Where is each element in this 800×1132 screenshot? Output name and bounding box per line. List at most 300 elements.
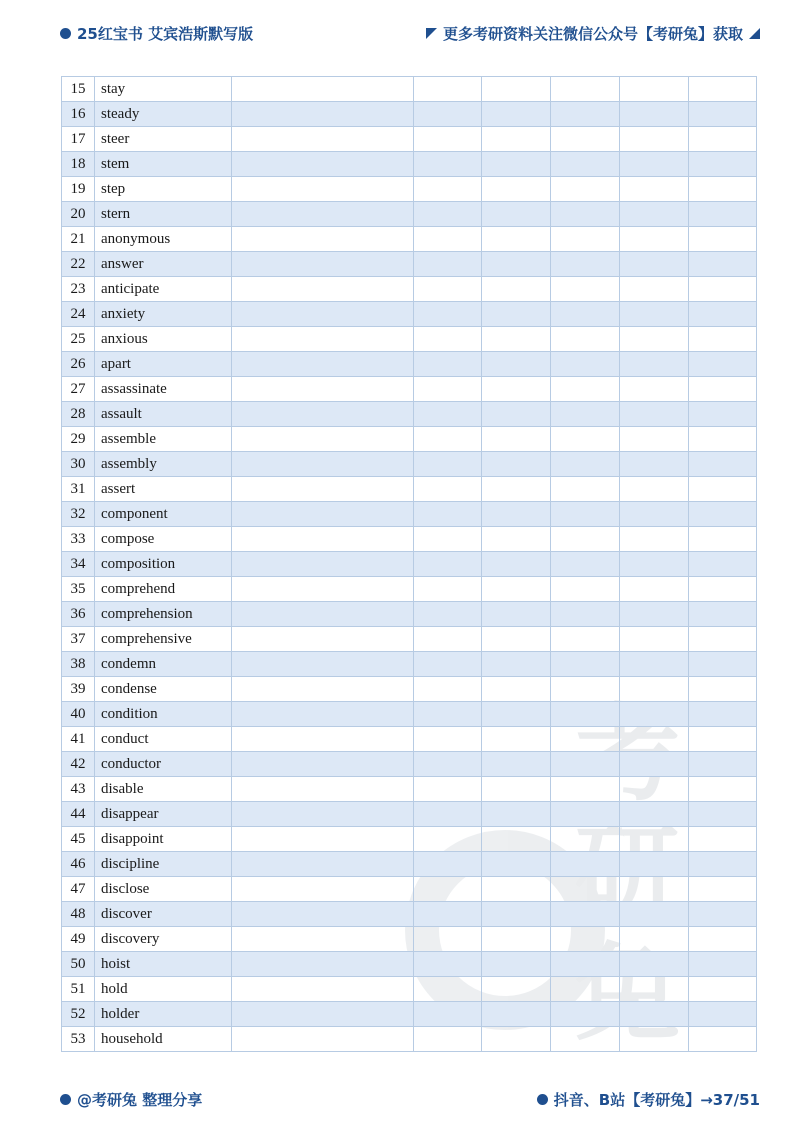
blank-cell xyxy=(551,727,620,752)
blank-cell xyxy=(620,802,689,827)
blank-cell xyxy=(551,502,620,527)
blank-cell xyxy=(689,777,757,802)
blank-cell xyxy=(551,427,620,452)
blank-cell xyxy=(620,427,689,452)
blank-cell xyxy=(551,152,620,177)
table-row xyxy=(62,202,757,227)
blank-cell xyxy=(232,302,414,327)
row-number: 19 xyxy=(62,177,95,202)
vocab-word: compose xyxy=(95,527,232,552)
table-row xyxy=(62,227,757,252)
blank-cell xyxy=(620,552,689,577)
blank-cell xyxy=(620,877,689,902)
blank-cell xyxy=(482,252,551,277)
blank-cell xyxy=(551,402,620,427)
row-number: 15 xyxy=(62,77,95,102)
corner-triangle-icon xyxy=(749,28,760,39)
blank-cell xyxy=(551,277,620,302)
blank-cell xyxy=(232,227,414,252)
blank-cell xyxy=(689,977,757,1002)
blank-cell xyxy=(620,352,689,377)
vocabulary-table xyxy=(61,76,757,1052)
blank-cell xyxy=(620,77,689,102)
vocab-word: component xyxy=(95,502,232,527)
table-row xyxy=(62,827,757,852)
blank-cell xyxy=(551,102,620,127)
blank-cell xyxy=(689,102,757,127)
vocab-word: condition xyxy=(95,702,232,727)
row-number: 17 xyxy=(62,127,95,152)
blank-cell xyxy=(689,377,757,402)
blank-cell xyxy=(551,227,620,252)
vocab-word: anonymous xyxy=(95,227,232,252)
table-row xyxy=(62,927,757,952)
vocab-word: conductor xyxy=(95,752,232,777)
blank-cell xyxy=(689,352,757,377)
blank-cell xyxy=(482,352,551,377)
blank-cell xyxy=(482,952,551,977)
row-number: 27 xyxy=(62,377,95,402)
blank-cell xyxy=(551,902,620,927)
header-promo: 更多考研资料关注微信公众号【考研兔】获取 xyxy=(442,24,743,43)
table-row xyxy=(62,977,757,1002)
watermark-char: 兔 xyxy=(574,931,680,1055)
table-row xyxy=(62,377,757,402)
table-row xyxy=(62,152,757,177)
table-row xyxy=(62,852,757,877)
blank-cell xyxy=(232,752,414,777)
blank-cell xyxy=(232,727,414,752)
blank-cell xyxy=(551,302,620,327)
blank-cell xyxy=(551,252,620,277)
blank-cell xyxy=(620,127,689,152)
blank-cell xyxy=(232,577,414,602)
blank-cell xyxy=(551,927,620,952)
vocab-word: answer xyxy=(95,252,232,277)
blank-cell xyxy=(689,327,757,352)
blank-cell xyxy=(232,952,414,977)
row-number: 32 xyxy=(62,502,95,527)
blank-cell xyxy=(620,577,689,602)
vocab-word: steady xyxy=(95,102,232,127)
vocab-word: disclose xyxy=(95,877,232,902)
table-row xyxy=(62,277,757,302)
blank-cell xyxy=(620,727,689,752)
blank-cell xyxy=(482,227,551,252)
blank-cell xyxy=(482,702,551,727)
blank-cell xyxy=(689,752,757,777)
row-number: 39 xyxy=(62,677,95,702)
vocab-word: assert xyxy=(95,477,232,502)
blank-cell xyxy=(551,177,620,202)
row-number: 18 xyxy=(62,152,95,177)
blank-cell xyxy=(620,252,689,277)
row-number: 29 xyxy=(62,427,95,452)
blank-cell xyxy=(482,877,551,902)
blank-cell xyxy=(414,977,482,1002)
table-row xyxy=(62,577,757,602)
blank-cell xyxy=(689,852,757,877)
blank-cell xyxy=(482,402,551,427)
blank-cell xyxy=(482,727,551,752)
blank-cell xyxy=(689,177,757,202)
blank-cell xyxy=(551,627,620,652)
blank-cell xyxy=(689,227,757,252)
blank-cell xyxy=(232,1002,414,1027)
blank-cell xyxy=(232,552,414,577)
table-row xyxy=(62,427,757,452)
blank-cell xyxy=(551,752,620,777)
table-row xyxy=(62,477,757,502)
blank-cell xyxy=(482,77,551,102)
header-left xyxy=(60,23,253,44)
vocab-word: holder xyxy=(95,1002,232,1027)
blank-cell xyxy=(689,502,757,527)
row-number: 35 xyxy=(62,577,95,602)
blank-cell xyxy=(232,77,414,102)
blank-cell xyxy=(232,352,414,377)
blank-cell xyxy=(482,927,551,952)
blank-cell xyxy=(620,1027,689,1052)
blank-cell xyxy=(620,702,689,727)
table-row xyxy=(62,627,757,652)
table-row xyxy=(62,177,757,202)
row-number: 34 xyxy=(62,552,95,577)
blank-cell xyxy=(620,902,689,927)
blank-cell xyxy=(482,677,551,702)
row-number: 25 xyxy=(62,327,95,352)
row-number: 53 xyxy=(62,1027,95,1052)
blank-cell xyxy=(414,177,482,202)
blank-cell xyxy=(414,227,482,252)
corner-triangle-icon xyxy=(426,28,437,39)
table-row xyxy=(62,452,757,477)
row-number: 36 xyxy=(62,602,95,627)
blank-cell xyxy=(482,377,551,402)
blank-cell xyxy=(620,627,689,652)
row-number: 43 xyxy=(62,777,95,802)
table-row xyxy=(62,252,757,277)
blank-cell xyxy=(620,502,689,527)
blank-cell xyxy=(414,252,482,277)
table-row xyxy=(62,1002,757,1027)
blank-cell xyxy=(414,702,482,727)
blank-cell xyxy=(689,252,757,277)
blank-cell xyxy=(414,277,482,302)
blank-cell xyxy=(482,527,551,552)
table-row xyxy=(62,502,757,527)
blank-cell xyxy=(551,1002,620,1027)
blank-cell xyxy=(414,152,482,177)
blank-cell xyxy=(414,577,482,602)
blank-cell xyxy=(232,377,414,402)
blank-cell xyxy=(620,202,689,227)
blank-cell xyxy=(551,802,620,827)
blank-cell xyxy=(620,227,689,252)
blank-cell xyxy=(551,877,620,902)
vocab-word: steer xyxy=(95,127,232,152)
blank-cell xyxy=(620,952,689,977)
blank-cell xyxy=(551,352,620,377)
vocab-word: condemn xyxy=(95,652,232,677)
blank-cell xyxy=(482,602,551,627)
blank-cell xyxy=(414,477,482,502)
blank-cell xyxy=(620,777,689,802)
table-row xyxy=(62,102,757,127)
table-row xyxy=(62,527,757,552)
table-row xyxy=(62,552,757,577)
footer-left xyxy=(60,1089,202,1110)
bullet-dot-icon xyxy=(537,1094,548,1105)
vocab-word: anxious xyxy=(95,327,232,352)
blank-cell xyxy=(551,777,620,802)
blank-cell xyxy=(620,977,689,1002)
blank-cell xyxy=(482,177,551,202)
vocab-word: disappoint xyxy=(95,827,232,852)
table-row xyxy=(62,677,757,702)
blank-cell xyxy=(482,202,551,227)
blank-cell xyxy=(414,802,482,827)
blank-cell xyxy=(482,152,551,177)
blank-cell xyxy=(482,1002,551,1027)
table-row xyxy=(62,77,757,102)
row-number: 49 xyxy=(62,927,95,952)
blank-cell xyxy=(414,77,482,102)
blank-cell xyxy=(414,377,482,402)
vocab-word: anxiety xyxy=(95,302,232,327)
blank-cell xyxy=(620,852,689,877)
blank-cell xyxy=(414,652,482,677)
blank-cell xyxy=(551,1027,620,1052)
blank-cell xyxy=(414,827,482,852)
table-row xyxy=(62,302,757,327)
row-number: 24 xyxy=(62,302,95,327)
blank-cell xyxy=(620,927,689,952)
blank-cell xyxy=(414,502,482,527)
table-row xyxy=(62,127,757,152)
blank-cell xyxy=(620,177,689,202)
blank-cell xyxy=(620,652,689,677)
page-header xyxy=(60,22,760,44)
blank-cell xyxy=(689,802,757,827)
row-number: 40 xyxy=(62,702,95,727)
blank-cell xyxy=(414,452,482,477)
table-row xyxy=(62,652,757,677)
row-number: 20 xyxy=(62,202,95,227)
table-row xyxy=(62,327,757,352)
row-number: 51 xyxy=(62,977,95,1002)
row-number: 41 xyxy=(62,727,95,752)
table-row xyxy=(62,952,757,977)
blank-cell xyxy=(482,302,551,327)
blank-cell xyxy=(232,702,414,727)
blank-cell xyxy=(232,977,414,1002)
blank-cell xyxy=(232,627,414,652)
vocab-word: step xyxy=(95,177,232,202)
table-row xyxy=(62,352,757,377)
row-number: 21 xyxy=(62,227,95,252)
row-number: 45 xyxy=(62,827,95,852)
blank-cell xyxy=(482,902,551,927)
blank-cell xyxy=(232,927,414,952)
vocab-word: stem xyxy=(95,152,232,177)
blank-cell xyxy=(620,752,689,777)
vocab-word: assault xyxy=(95,402,232,427)
blank-cell xyxy=(232,602,414,627)
row-number: 50 xyxy=(62,952,95,977)
blank-cell xyxy=(414,302,482,327)
blank-cell xyxy=(482,977,551,1002)
blank-cell xyxy=(551,952,620,977)
blank-cell xyxy=(551,677,620,702)
blank-cell xyxy=(414,877,482,902)
blank-cell xyxy=(482,327,551,352)
blank-cell xyxy=(551,377,620,402)
table-row xyxy=(62,702,757,727)
blank-cell xyxy=(232,502,414,527)
blank-cell xyxy=(414,1002,482,1027)
blank-cell xyxy=(551,702,620,727)
vocab-word: assassinate xyxy=(95,377,232,402)
blank-cell xyxy=(414,1027,482,1052)
table-row xyxy=(62,727,757,752)
blank-cell xyxy=(551,977,620,1002)
blank-cell xyxy=(482,552,551,577)
header-title: 25红宝书 艾宾浩斯默写版 xyxy=(77,24,254,43)
blank-cell xyxy=(689,402,757,427)
blank-cell xyxy=(232,1027,414,1052)
row-number: 22 xyxy=(62,252,95,277)
blank-cell xyxy=(232,127,414,152)
blank-cell xyxy=(414,852,482,877)
blank-cell xyxy=(232,777,414,802)
blank-cell xyxy=(482,827,551,852)
blank-cell xyxy=(620,677,689,702)
vocab-word: stern xyxy=(95,202,232,227)
blank-cell xyxy=(232,402,414,427)
blank-cell xyxy=(414,752,482,777)
table-row xyxy=(62,602,757,627)
blank-cell xyxy=(551,202,620,227)
footer-credit: @考研兔 整理分享 xyxy=(77,1090,203,1109)
blank-cell xyxy=(414,677,482,702)
vocab-word: discovery xyxy=(95,927,232,952)
vocab-word: comprehensive xyxy=(95,627,232,652)
vocab-word: discipline xyxy=(95,852,232,877)
blank-cell xyxy=(551,327,620,352)
blank-cell xyxy=(551,552,620,577)
blank-cell xyxy=(232,177,414,202)
row-number: 46 xyxy=(62,852,95,877)
blank-cell xyxy=(232,102,414,127)
blank-cell xyxy=(620,477,689,502)
blank-cell xyxy=(620,527,689,552)
blank-cell xyxy=(482,277,551,302)
blank-cell xyxy=(232,427,414,452)
blank-cell xyxy=(551,477,620,502)
blank-cell xyxy=(482,777,551,802)
blank-cell xyxy=(689,452,757,477)
row-number: 23 xyxy=(62,277,95,302)
vocab-word: conduct xyxy=(95,727,232,752)
blank-cell xyxy=(482,502,551,527)
table-row xyxy=(62,402,757,427)
blank-cell xyxy=(551,602,620,627)
blank-cell xyxy=(482,102,551,127)
blank-cell xyxy=(551,852,620,877)
blank-cell xyxy=(482,577,551,602)
blank-cell xyxy=(414,527,482,552)
blank-cell xyxy=(414,627,482,652)
blank-cell xyxy=(551,77,620,102)
table-row xyxy=(62,1027,757,1052)
blank-cell xyxy=(689,827,757,852)
footer-page-info: 抖音、B站【考研兔】→37/51 xyxy=(553,1090,760,1109)
blank-cell xyxy=(689,77,757,102)
vocab-word: disable xyxy=(95,777,232,802)
blank-cell xyxy=(414,952,482,977)
blank-cell xyxy=(620,602,689,627)
bullet-dot-icon xyxy=(60,28,71,39)
vocab-word: assemble xyxy=(95,427,232,452)
blank-cell xyxy=(689,627,757,652)
blank-cell xyxy=(551,652,620,677)
row-number: 52 xyxy=(62,1002,95,1027)
blank-cell xyxy=(620,377,689,402)
blank-cell xyxy=(232,802,414,827)
blank-cell xyxy=(232,252,414,277)
blank-cell xyxy=(482,1027,551,1052)
blank-cell xyxy=(482,452,551,477)
vocab-word: hoist xyxy=(95,952,232,977)
vocab-word: comprehension xyxy=(95,602,232,627)
blank-cell xyxy=(414,202,482,227)
blank-cell xyxy=(232,902,414,927)
blank-cell xyxy=(232,477,414,502)
blank-cell xyxy=(689,302,757,327)
row-number: 26 xyxy=(62,352,95,377)
vocab-word: hold xyxy=(95,977,232,1002)
blank-cell xyxy=(232,677,414,702)
blank-cell xyxy=(689,602,757,627)
blank-cell xyxy=(689,727,757,752)
blank-cell xyxy=(689,127,757,152)
vocab-word: apart xyxy=(95,352,232,377)
blank-cell xyxy=(414,102,482,127)
blank-cell xyxy=(232,202,414,227)
blank-cell xyxy=(414,902,482,927)
blank-cell xyxy=(620,1002,689,1027)
blank-cell xyxy=(482,427,551,452)
blank-cell xyxy=(232,877,414,902)
blank-cell xyxy=(414,327,482,352)
row-number: 28 xyxy=(62,402,95,427)
blank-cell xyxy=(414,727,482,752)
blank-cell xyxy=(482,652,551,677)
row-number: 42 xyxy=(62,752,95,777)
footer-right xyxy=(537,1089,760,1110)
blank-cell xyxy=(232,852,414,877)
vocab-word: stay xyxy=(95,77,232,102)
row-number: 33 xyxy=(62,527,95,552)
vocab-word: anticipate xyxy=(95,277,232,302)
vocab-word: household xyxy=(95,1027,232,1052)
blank-cell xyxy=(482,852,551,877)
table-row xyxy=(62,777,757,802)
blank-cell xyxy=(689,902,757,927)
blank-cell xyxy=(414,552,482,577)
blank-cell xyxy=(551,127,620,152)
